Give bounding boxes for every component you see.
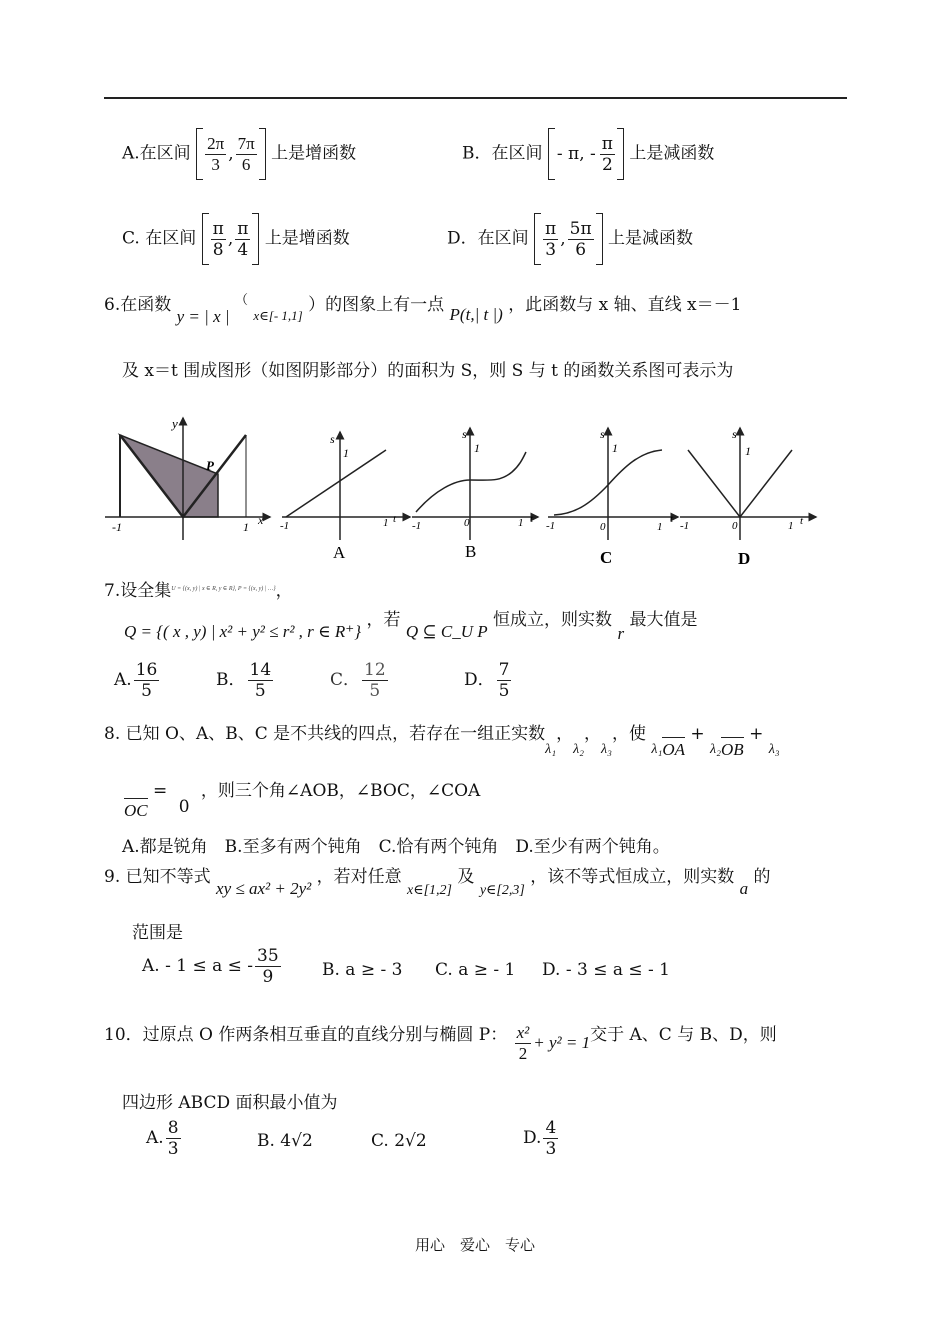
svg-text:0: 0 [732, 520, 738, 532]
svg-text:1: 1 [612, 441, 618, 455]
svg-text:t: t [670, 513, 674, 525]
svg-text:1: 1 [788, 520, 794, 532]
q9-opt-b: B. a ≥ - 3 [322, 960, 403, 980]
svg-text:B: B [465, 542, 477, 561]
q7-opt-d: D． $\frac{7}{5}$ [464, 660, 510, 701]
q10-line2: 四边形 ABCD 面积最小值为 [122, 1093, 338, 1113]
q9-line2: 范围是 [132, 923, 183, 943]
q7-line1: 7.设全集$^{U = \{(x, y) | x \in R, y \in R\}, P = \{(x, y) | \dots\}}$， [104, 581, 293, 601]
svg-text:x: x [258, 513, 264, 527]
svg-text:-1: -1 [546, 520, 556, 532]
header-rule [104, 97, 847, 99]
main-figure [105, 416, 270, 540]
q5-option-a: A.在区间 $\frac{2\pi}{3}$ , $\frac{7\pi}{6}$ 上是增函数 [122, 128, 356, 180]
q6-line2: 及 x＝t 围成图形（如图阴影部分）的面积为 S，则 S 与 t 的函数关系图可表示为 [122, 361, 734, 381]
q9-opt-c: C. a ≥ - 1 [435, 960, 516, 980]
q5-option-c: C. 在区间 $\frac{\pi}{8}$ , $\frac{\pi}{4}$ 上是增函数 [122, 213, 350, 265]
q6-graphs [100, 410, 830, 575]
svg-text:s: s [600, 427, 605, 441]
svg-text:D: D [738, 549, 751, 568]
q10-opt-b: B. 4√2 [257, 1131, 313, 1151]
q5-option-b: B．在区间 - π, - $\frac{\pi}{2}$ 上是减函数 [462, 128, 714, 180]
svg-text:0: 0 [464, 517, 470, 529]
q8-line1: 8. 已知 O、A、B、C 是不共线的四点，若存在一组正实数$_{\lambda_1}$，$_{\lambda_2}$，$_{\lambda_3}$，使 $_{\lambda_1}$OA + $_{\lambda_2}$OB + $_{\lambda_3}$ [104, 724, 780, 759]
graph-d [680, 427, 816, 568]
q10-opt-c: C. 2√2 [371, 1131, 427, 1151]
svg-text:C: C [600, 548, 613, 567]
q5-option-d: D．在区间 $\frac{\pi}{3}$ , $\frac{5\pi}{6}$ 上是减函数 [447, 213, 693, 265]
svg-text:t: t [393, 513, 397, 525]
q9-opt-a: A. - 1 ≤ a ≤ - $\frac{35}{9}$ [142, 946, 279, 987]
svg-text:y: y [172, 416, 178, 431]
q7-opt-c: C． $\frac{12}{5}$ [330, 660, 386, 701]
q7-line2: Q = {( x , y) | x² + y² ≤ r² , r ∈ R⁺} ，若 Q ⊆ C_U P 恒成立，则实数 r 最大值是 [124, 610, 698, 643]
svg-text:P: P [206, 458, 214, 473]
svg-text:1: 1 [518, 517, 524, 529]
svg-text:1: 1 [343, 446, 349, 460]
q10-line1: 10．过原点 O 作两条相互垂直的直线分别与椭圆 P： $\frac{\text{x²}}{2}$ + y² = 1交于 A、C 与 B、D，则 [104, 1023, 777, 1063]
shaded-region [120, 435, 218, 517]
svg-text:t: t [530, 513, 534, 525]
q7-opt-b: B． $\frac{14}{5}$ [216, 660, 272, 701]
svg-text:1: 1 [243, 520, 249, 534]
svg-text:1: 1 [474, 441, 480, 455]
q6-line1: 6.在函数 y = | x | （ $_{x\in[- 1,1]}$ ）的图象上有一点 P(t,| t |) ，此函数与 x 轴、直线 x＝－1 [104, 293, 742, 326]
svg-text:t: t [800, 515, 804, 527]
graph-a [280, 432, 410, 562]
svg-text:-1: -1 [412, 520, 422, 532]
page-footer: 用心 爱心 专心 [414, 1236, 535, 1254]
svg-text:0: 0 [600, 521, 606, 533]
svg-text:-1: -1 [680, 520, 690, 532]
q8-options: A.都是锐角 B.至多有两个钝角 C.恰有两个钝角 D.至少有两个钝角。 [122, 837, 670, 857]
svg-text:s: s [462, 427, 467, 441]
svg-text:1: 1 [745, 444, 751, 458]
svg-text:-1: -1 [112, 520, 122, 534]
q10-opt-a: A. $\frac{8}{3}$ [146, 1118, 179, 1159]
svg-text:s: s [732, 427, 737, 441]
q10-opt-d: D. $\frac{4}{3}$ [523, 1118, 557, 1159]
q8-line2: OC = 0 ，则三个角∠AOB，∠BOC，∠COA [124, 781, 481, 820]
graph-c [546, 427, 678, 567]
graph-b [412, 427, 538, 561]
svg-text:-1: -1 [280, 520, 290, 532]
q9-opt-d: D. - 3 ≤ a ≤ - 1 [542, 960, 670, 980]
svg-text:A: A [333, 543, 346, 562]
q9-line1: 9. 已知不等式 xy ≤ ax² + 2y² ，若对任意 $_{x\in[1,2]}$ 及 $_{y\in[2,3]}$ ，该不等式恒成立，则实数 a 的 [104, 867, 771, 898]
q7-opt-a: A. $\frac{16}{5}$ [114, 660, 158, 701]
svg-text:s: s [330, 432, 335, 446]
svg-text:1: 1 [657, 521, 663, 533]
svg-text:1: 1 [383, 517, 389, 529]
